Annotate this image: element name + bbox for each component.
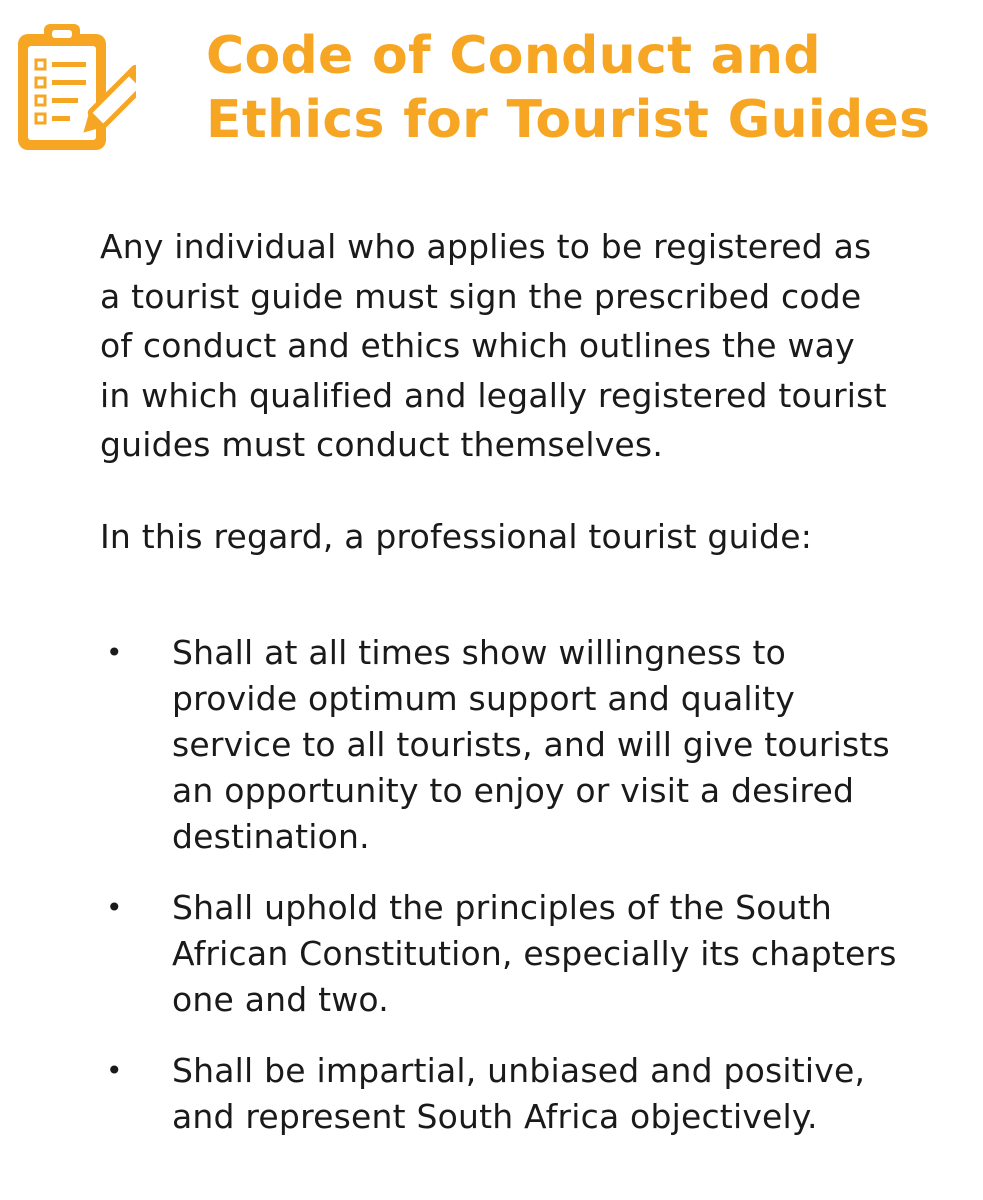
conduct-bullet-list: [0, 630, 983, 1165]
bullet-line: an opportunity to enjoy or visit a desired: [172, 771, 855, 810]
bullet-line: destination.: [172, 817, 370, 856]
bullet-line: service to all tourists, and will give tourists: [172, 725, 890, 764]
title-line-2: Ethics for Tourist Guides: [206, 90, 931, 150]
intro-paragraph: [100, 222, 970, 470]
intro-line: a tourist guide must sign the prescribed code: [100, 276, 862, 316]
bullet-line: Shall be impartial, unbiased and positive,: [172, 1051, 866, 1090]
bullet-line: Shall uphold the principles of the South: [172, 888, 832, 927]
bullet-icon: •: [106, 636, 123, 669]
lead-sentence: In this regard, a professional tourist guide:: [100, 517, 813, 556]
intro-line: of conduct and ethics which outlines the way: [100, 326, 855, 365]
page-title: [206, 24, 930, 152]
bullet-icon: •: [106, 1054, 123, 1087]
clipboard-checklist-icon: [14, 20, 136, 154]
bullet-line: one and two.: [172, 980, 389, 1019]
bullet-line: Shall at all times show willingness to: [172, 633, 786, 672]
intro-line: Any individual who applies to be registered as: [100, 227, 872, 266]
bullet-item-constitution: [0, 885, 962, 1023]
intro-line: in which qualified and legally registered tourist: [100, 375, 887, 415]
bullet-icon: •: [106, 891, 123, 924]
bullet-item-impartial: [0, 1048, 962, 1140]
bullet-line: African Constitution, especially its chapters: [172, 934, 897, 973]
bullet-line: and represent South Africa objectively.: [172, 1097, 818, 1136]
page-header: [0, 0, 983, 170]
bullet-line: provide optimum support and quality: [172, 679, 796, 718]
bullet-item-willingness: [0, 630, 962, 860]
title-line-1: Code of Conduct and: [206, 26, 821, 86]
intro-line: guides must conduct themselves.: [100, 425, 664, 464]
